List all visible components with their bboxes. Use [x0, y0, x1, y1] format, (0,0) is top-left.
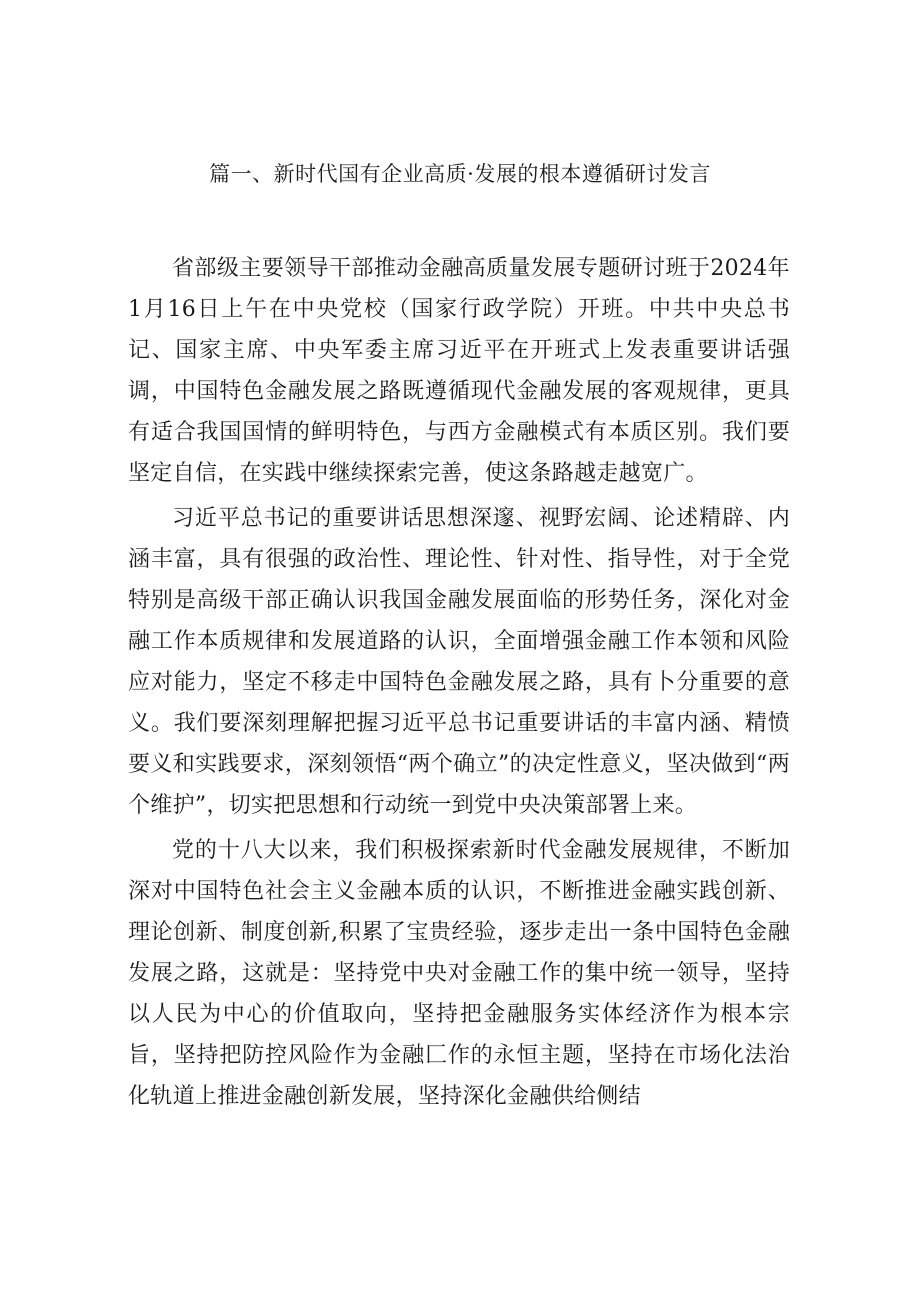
document-title: 篇一、新时代国有企业高质·发展的根本遵循研讨发言 — [209, 162, 711, 186]
paragraph-1: 省部级主要领导干部推动金融高质量发展专题研讨班于2024年1月16日上午在中央党校（国家行政学院）开班。中共中央总书记、国家主席、中央军委主席习近平在开班式上发表重要讲话强调，中国特色金融发展之路既遵循现代金融发展的客观规律，更具有适合我国国情的鲜明特色，与西方金融模式有本质区别。我们要坚定自信，在实践中继续探索完善，使这条路越走越宽广。 — [128, 256, 790, 486]
paragraph-3: 党的十八大以来，我们积极探索新时代金融发展规律，不断加深对中国特色社会主义金融本质的认识，不断推进金融实践创新、理论创新、制度创新,积累了宝贵经验，逐步走出一条中国特色金融发展之路，这就是：坚持党中央对金融工作的集中统一领导，坚持以人民为中心的价值取向，坚持把金融服务实体经济作为根本宗旨，坚持把防控风险作为金融匚作的永恒主题，坚持在市场化法治化轨道上推进金融创新发展，坚持深化金融供给侧结 — [128, 838, 790, 1109]
paragraph-2: 习近平总书记的重要讲话思想深邃、视野宏阔、论述精辟、内涵丰富，具有很强的政治性、理论性、针对性、指导性，对于全党特别是高级干部正确认识我国金融发展面临的形势任务，深化对金融工作本质规律和发展道路的认识，全面增强金融工作本领和风险应对能力，坚定不移走中国特色金融发展之路，具有卜分重要的意义。我们要深刻理解把握习近平总书记重要讲话的丰富内涵、精愤要义和实践要求，深刻领悟“两个确立”的决定性意义，坚决做到“两个维护”，切实把思想和行动统一到党中央决策部署上来。 — [128, 506, 790, 818]
document-body — [128, 248, 790, 1121]
